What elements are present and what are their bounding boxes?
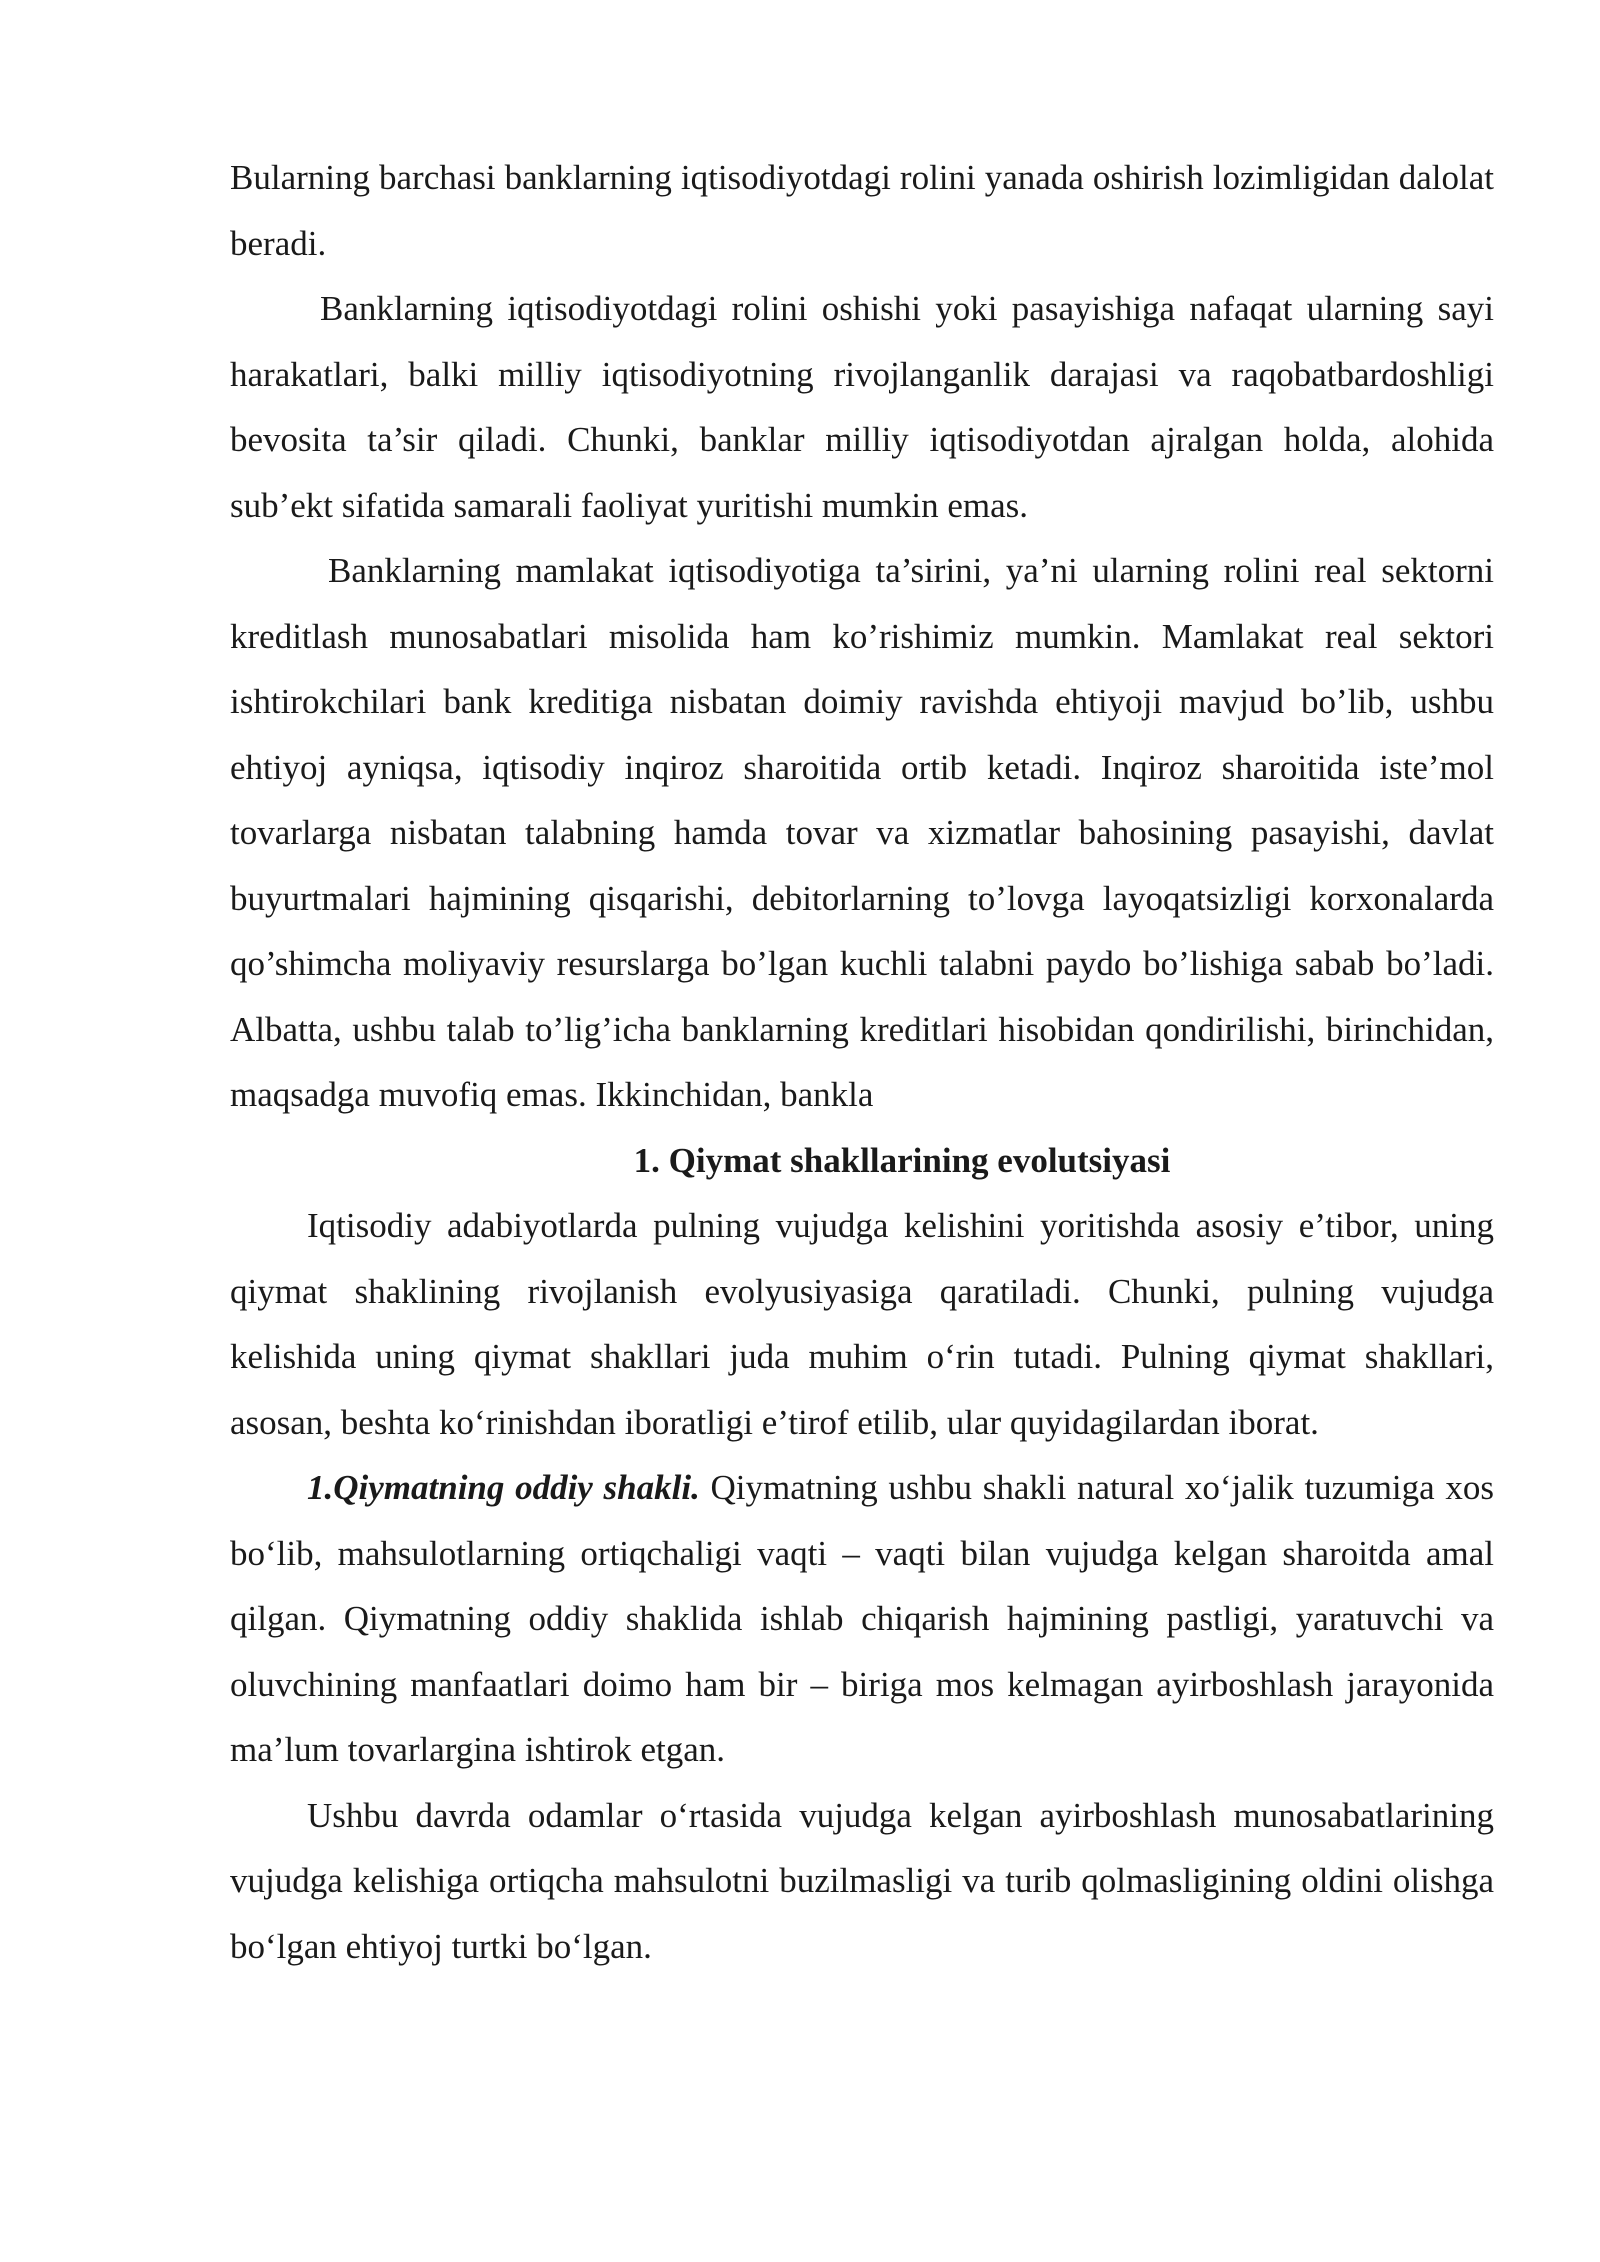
paragraph-banks-role: Banklarning iqtisodiyotdagi rolini oshishi yoki pasayishiga nafaqat ularning sayi harakatlari, balki milliy iqtisodiyotning rivojlanganlik darajasi va raqobatbardoshligi bevosita ta’sir qiladi. Chunki, banklar milliy iqtisodiyotdan ajralgan holda, alohida sub’ekt sifatida samarali faoliyat yuritishi mumkin emas. (230, 289, 1494, 525)
simple-form-text: Qiymatning ushbu shakli natural xo‘jalik tuzumiga xos bo‘lib, mahsulotlarning ortiqchaligi vaqti – vaqti bilan vujudga kelgan sharoitda amal qilgan. Qiymatning oddiy shaklida ishlab chiqarish hajmining pastligi, yaratuvchi va oluvchining manfaatlari doimo ham bir – biriga mos kelmagan ayirboshlash jarayonida ma’lum tovarlargina ishtirok etgan. (230, 1468, 1494, 1769)
paragraph-value-forms: Iqtisodiy adabiyotlarda pulning vujudga kelishini yoritishda asosiy e’tibor, uning qiymat shaklining rivojlanish evolyusiyasiga qaratiladi. Chunki, pulning vujudga kelishida uning qiymat shakllari juda muhim o‘rin tutadi. Pulning qiymat shakllari, asosan, beshta ko‘rinishdan iboratligi e’tirof etilib, ular quyidagilardan iborat. (230, 1206, 1494, 1442)
paragraph-intro: Bularning barchasi banklarning iqtisodiyotdagi rolini yanada oshirish lozimligidan dalolat beradi. (230, 158, 1494, 263)
document-page (230, 145, 1494, 1979)
section-heading: 1. Qiymat shakllarining evolutsiyasi (633, 1140, 1171, 1180)
paragraph-simple-form (230, 1455, 1494, 1783)
paragraph-real-sector: Banklarning mamlakat iqtisodiyotiga ta’sirini, ya’ni ularning rolini real sektorni kreditlash munosabatlari misolida ham ko’rishimiz mumkin. Mamlakat real sektori ishtirokchilari bank kreditiga nisbatan doimiy ravishda ehtiyoji mavjud bo’lib, ushbu ehtiyoj ayniqsa, iqtisodiy inqiroz sharoitida ortib ketadi. Inqiroz sharoitida iste’mol tovarlarga nisbatan talabning hamda tovar va xizmatlar bahosining pasayishi, davlat buyurtmalari hajmining qisqarishi, debitorlarning to’lovga layoqatsizligi korxonalarda qo’shimcha moliyaviy resurslarga bo’lgan kuchli talabni paydo bo’lishiga sabab bo’ladi. Albatta, ushbu talab to’lig’icha banklarning kreditlari hisobidan qondirilishi, birinchidan, maqsadga muvofiq emas. Ikkinchidan, bankla (230, 551, 1494, 1114)
simple-form-lead: 1.Qiymatning oddiy shakli. (307, 1468, 700, 1507)
paragraph-closing: Ushbu davrda odamlar o‘rtasida vujudga kelgan ayirboshlash munosabatlarining vujudga kelishiga ortiqcha mahsulotni buzilmasligi va turib qolmasligining oldini olishga bo‘lgan ehtiyoj turtki bo‘lgan. (230, 1795, 1494, 1966)
